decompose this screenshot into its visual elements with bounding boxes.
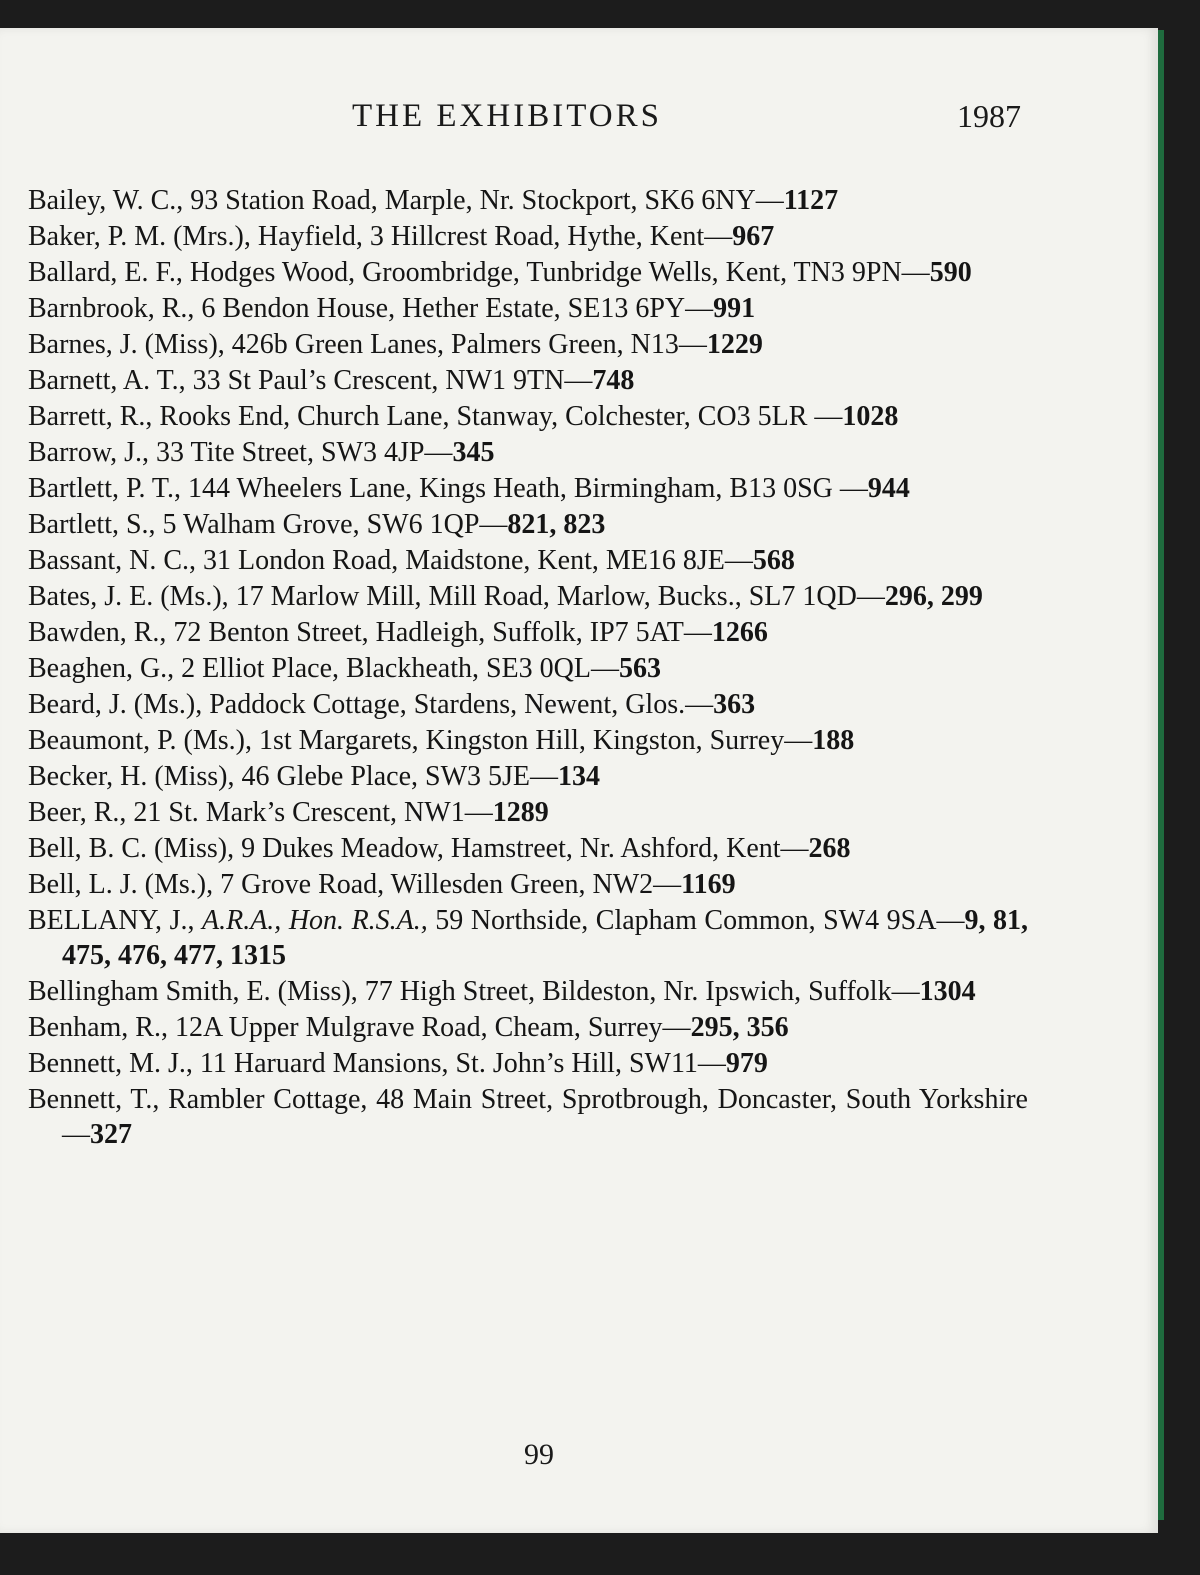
exhibitor-address: Bellingham Smith, E. (Miss), 77 High Street, Bildeston, Nr. Ipswich, Suffolk— [28, 976, 920, 1007]
exhibitor-address: Bartlett, P. T., 144 Wheelers Lane, Kings Heath, Birmingham, B13 0SG — [28, 473, 868, 504]
exhibitor-entry [28, 1010, 1028, 1045]
exhibitor-address: 59 Northside, Clapham Common, SW4 9SA— [427, 905, 965, 936]
catalogue-numbers: 1229 [706, 329, 763, 360]
exhibitor-entry [28, 507, 1028, 542]
catalogue-numbers: 295, 356 [690, 1012, 789, 1043]
catalogue-numbers: 1169 [681, 869, 736, 900]
catalogue-numbers: 1304 [919, 976, 976, 1007]
exhibitor-entry [28, 291, 1028, 326]
catalogue-numbers: 1266 [711, 617, 768, 648]
exhibitor-address: Beard, J. (Ms.), Paddock Cottage, Stardens, Newent, Glos.— [28, 689, 714, 720]
book-page [0, 28, 1158, 1533]
exhibitor-address: Bell, L. J. (Ms.), 7 Grove Road, Willesden Green, NW2— [28, 869, 682, 900]
exhibitor-address: Barnett, A. T., 33 St Paul’s Crescent, NW1 9TN— [28, 365, 593, 396]
catalogue-numbers: 568 [752, 545, 795, 576]
exhibitor-address: Bennett, T., Rambler Cottage, 48 Main Street, Sprotbrough, Doncaster, South Yorkshire— [28, 1084, 1028, 1150]
exhibitor-name: BELLANY, J., [28, 905, 202, 936]
catalogue-numbers: 563 [618, 653, 661, 684]
running-head-title: THE EXHIBITORS [352, 98, 662, 134]
catalogue-numbers: 188 [812, 725, 855, 756]
catalogue-numbers: 363 [713, 689, 756, 720]
catalogue-numbers: 345 [452, 437, 495, 468]
catalogue-numbers: 134 [558, 761, 600, 792]
exhibitor-entry [28, 615, 1028, 650]
exhibitor-address: Bates, J. E. (Ms.), 17 Marlow Mill, Mill Road, Marlow, Bucks., SL7 1QD— [28, 581, 885, 612]
exhibitor-address: Bell, B. C. (Miss), 9 Dukes Meadow, Hamstreet, Nr. Ashford, Kent— [28, 833, 809, 864]
catalogue-numbers: 944 [867, 473, 910, 504]
exhibitor-entry [28, 651, 1028, 686]
exhibitor-address: Barrett, R., Rooks End, Church Lane, Stanway, Colchester, CO3 5LR — [28, 401, 843, 432]
catalogue-numbers: 748 [592, 365, 635, 396]
exhibitor-honours: A.R.A., Hon. R.S.A., [201, 905, 428, 936]
exhibitor-entry [28, 723, 1028, 758]
exhibitor-address: Bawden, R., 72 Benton Street, Hadleigh, Suffolk, IP7 5AT— [28, 617, 712, 648]
exhibitor-entry [28, 1082, 1028, 1152]
exhibitor-entry [28, 183, 1028, 218]
exhibitor-entry [28, 579, 1028, 614]
exhibitor-entry [28, 219, 1028, 254]
exhibitor-address: Barrow, J., 33 Tite Street, SW3 4JP— [28, 437, 453, 468]
exhibitor-address: Beer, R., 21 St. Mark’s Crescent, NW1— [28, 797, 493, 828]
exhibitor-address: Becker, H. (Miss), 46 Glebe Place, SW3 5JE— [28, 761, 558, 792]
catalogue-numbers: 268 [808, 833, 851, 864]
exhibitor-address: Bennett, M. J., 11 Haruard Mansions, St. John’s Hill, SW11— [28, 1048, 726, 1079]
catalogue-numbers: 590 [929, 257, 972, 288]
exhibitor-address: Beaumont, P. (Ms.), 1st Margarets, Kingston Hill, Kingston, Surrey— [28, 725, 813, 756]
exhibitor-address: Bassant, N. C., 31 London Road, Maidstone, Kent, ME16 8JE— [28, 545, 753, 576]
exhibitor-entry [28, 435, 1028, 470]
page-number: 99 [524, 1438, 554, 1471]
catalogue-numbers: 967 [732, 221, 775, 252]
exhibitor-address: Ballard, E. F., Hodges Wood, Groombridge, Tunbridge Wells, Kent, TN3 9PN— [28, 257, 930, 288]
catalogue-numbers: 1127 [783, 185, 839, 216]
catalogue-numbers: 1289 [492, 797, 549, 828]
exhibitor-entry [28, 327, 1028, 362]
exhibitor-address: Bailey, W. C., 93 Station Road, Marple, Nr. Stockport, SK6 6NY— [28, 185, 784, 216]
exhibitor-address: Baker, P. M. (Mrs.), Hayfield, 3 Hillcrest Road, Hythe, Kent— [28, 221, 733, 252]
catalogue-numbers: 991 [713, 293, 756, 324]
catalogue-numbers: 9, 81, 475, 476, 477, 1315 [62, 905, 1029, 971]
exhibitor-address: Barnes, J. (Miss), 426b Green Lanes, Palmers Green, N13— [28, 329, 707, 360]
catalogue-numbers: 821, 823 [507, 509, 606, 540]
exhibitor-entry [28, 363, 1028, 398]
exhibitor-entry [28, 1046, 1028, 1081]
exhibitor-entry [28, 255, 1028, 290]
catalogue-numbers: 1028 [842, 401, 899, 432]
catalogue-numbers: 296, 299 [884, 581, 983, 612]
exhibitor-entry [28, 831, 1028, 866]
exhibitor-entry [28, 399, 1028, 434]
running-head-year: 1987 [957, 98, 1021, 134]
exhibitor-entry [28, 759, 1028, 794]
catalogue-numbers: 327 [90, 1119, 132, 1150]
exhibitor-entry [28, 687, 1028, 722]
exhibitor-list [28, 183, 1028, 1153]
exhibitor-entry [28, 903, 1028, 973]
page-header [0, 98, 1158, 138]
exhibitor-entry [28, 471, 1028, 506]
exhibitor-entry [28, 974, 1028, 1009]
exhibitor-address: Beaghen, G., 2 Elliot Place, Blackheath, SE3 0QL— [28, 653, 619, 684]
exhibitor-address: Barnbrook, R., 6 Bendon House, Hether Estate, SE13 6PY— [28, 293, 714, 324]
exhibitor-entry [28, 543, 1028, 578]
exhibitor-entry [28, 867, 1028, 902]
catalogue-numbers: 979 [725, 1048, 768, 1079]
exhibitor-address: Bartlett, S., 5 Walham Grove, SW6 1QP— [28, 509, 508, 540]
exhibitor-entry [28, 795, 1028, 830]
exhibitor-address: Benham, R., 12A Upper Mulgrave Road, Cheam, Surrey— [28, 1012, 691, 1043]
